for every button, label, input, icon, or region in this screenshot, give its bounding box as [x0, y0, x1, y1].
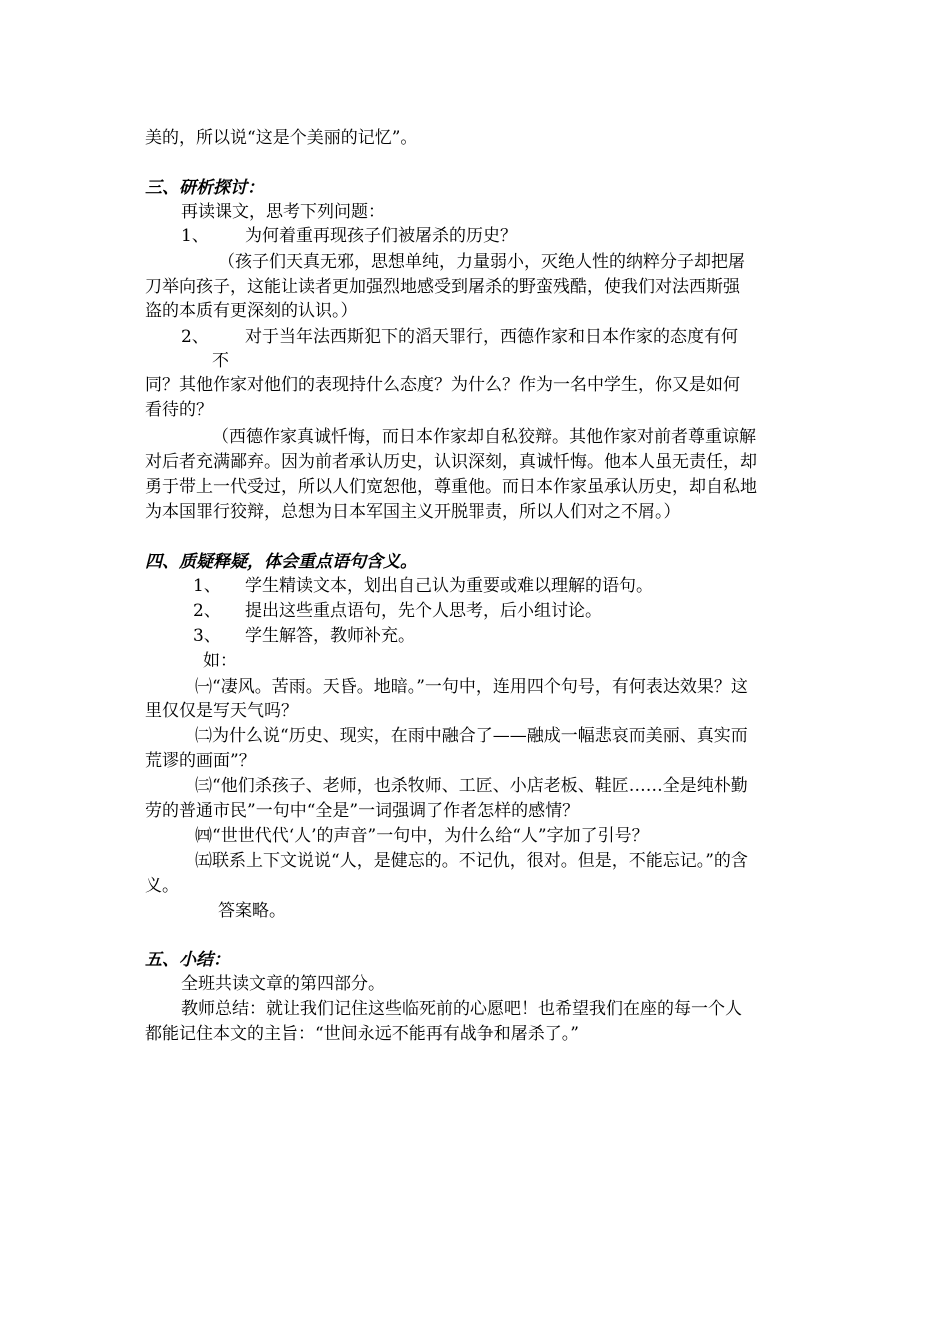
item-4-line: ㈣“世世代代‘人’的声音”一句中，为什么给“人”字加了引号？	[195, 826, 649, 846]
section4-heading: 四、质疑释疑，体会重点语句含义。	[145, 552, 417, 572]
section3-prompt: 再读课文，思考下列问题：	[181, 202, 385, 222]
summary-line: 都能记住本文的主旨：“世间永远不能再有战争和屠杀了。”	[145, 1024, 579, 1044]
step-2-number: 2、	[193, 601, 221, 621]
summary-line: 教师总结：就让我们记住这些临死前的心愿吧！也希望我们在座的每一个人	[181, 999, 742, 1019]
question-2-number: 2、	[181, 327, 209, 347]
item-3-line: ㈢“他们杀孩子、老师，也杀牧师、工匠、小店老板、鞋匠……全是纯朴勤	[195, 776, 748, 796]
item-2-line: ㈡为什么说“历史、现实，在雨中融合了——融成一幅悲哀而美丽、真实而	[195, 726, 748, 746]
item-2-line: 荒谬的画面”？	[145, 751, 256, 771]
question-1-text: 为何着重再现孩子们被屠杀的历史？	[245, 226, 517, 246]
answer-2-line: 勇于带上一代受过，所以人们宽恕他，尊重他。而日本作家虽承认历史，却自私地	[145, 477, 757, 497]
question-2-line: 看待的？	[145, 400, 213, 420]
step-3-number: 3、	[193, 626, 221, 646]
question-1-number: 1、	[181, 226, 209, 246]
step-2-text: 提出这些重点语句，先个人思考，后小组讨论。	[245, 601, 602, 621]
item-1-line: 里仅仅是写天气吗？	[145, 701, 298, 721]
question-2-line: 同？其他作家对他们的表现持什么态度？为什么？作为一名中学生，你又是如何	[145, 375, 740, 395]
answer-1-line: （孩子们天真无邪，思想单纯，力量弱小，灭绝人性的纳粹分子却把屠	[218, 252, 745, 272]
intro-tail: 美的，所以说“这是个美丽的记忆”。	[145, 128, 418, 148]
section5-heading: 五、小结：	[145, 950, 230, 970]
item-5-line: ㈤联系上下文说说“人，是健忘的。不记仇，很对。但是，不能忘记。”的含	[195, 851, 748, 871]
item-1-line: ㈠“凄风。苦雨。天昏。地暗。”一句中，连用四个句号，有何表达效果？这	[195, 677, 748, 697]
answer-note: 答案略。	[218, 901, 286, 921]
answer-1-line: 盗的本质有更深刻的认识。）	[145, 301, 358, 321]
item-3-line: 劳的普通市民”一句中“全是”一词强调了作者怎样的感情？	[145, 801, 580, 821]
question-2-wrap: 不	[212, 351, 229, 371]
answer-2-line: 为本国罪行狡辩，总想为日本军国主义开脱罪责，所以人们对之不屑。）	[145, 502, 681, 522]
step-1-number: 1、	[193, 576, 221, 596]
item-5-line: 义。	[145, 876, 179, 896]
answer-2-line: 对后者充满鄙弃。因为前者承认历史，认识深刻，真诚忏悔。他本人虽无责任，却	[145, 452, 757, 472]
answer-1-line: 刀举向孩子，这能让读者更加强烈地感受到屠杀的野蛮残酷，使我们对法西斯强	[145, 277, 740, 297]
example-label: 如：	[203, 651, 237, 671]
section3-heading: 三、研析探讨：	[145, 178, 264, 198]
summary-first-line: 全班共读文章的第四部分。	[181, 974, 385, 994]
step-1-text: 学生精读文本，划出自己认为重要或难以理解的语句。	[245, 576, 653, 596]
question-2-text: 对于当年法西斯犯下的滔天罪行，西德作家和日本作家的态度有何	[245, 327, 738, 347]
step-3-text: 学生解答，教师补充。	[245, 626, 415, 646]
answer-2-line: （西德作家真诚忏悔，而日本作家却自私狡辩。其他作家对前者尊重谅解	[212, 427, 756, 447]
